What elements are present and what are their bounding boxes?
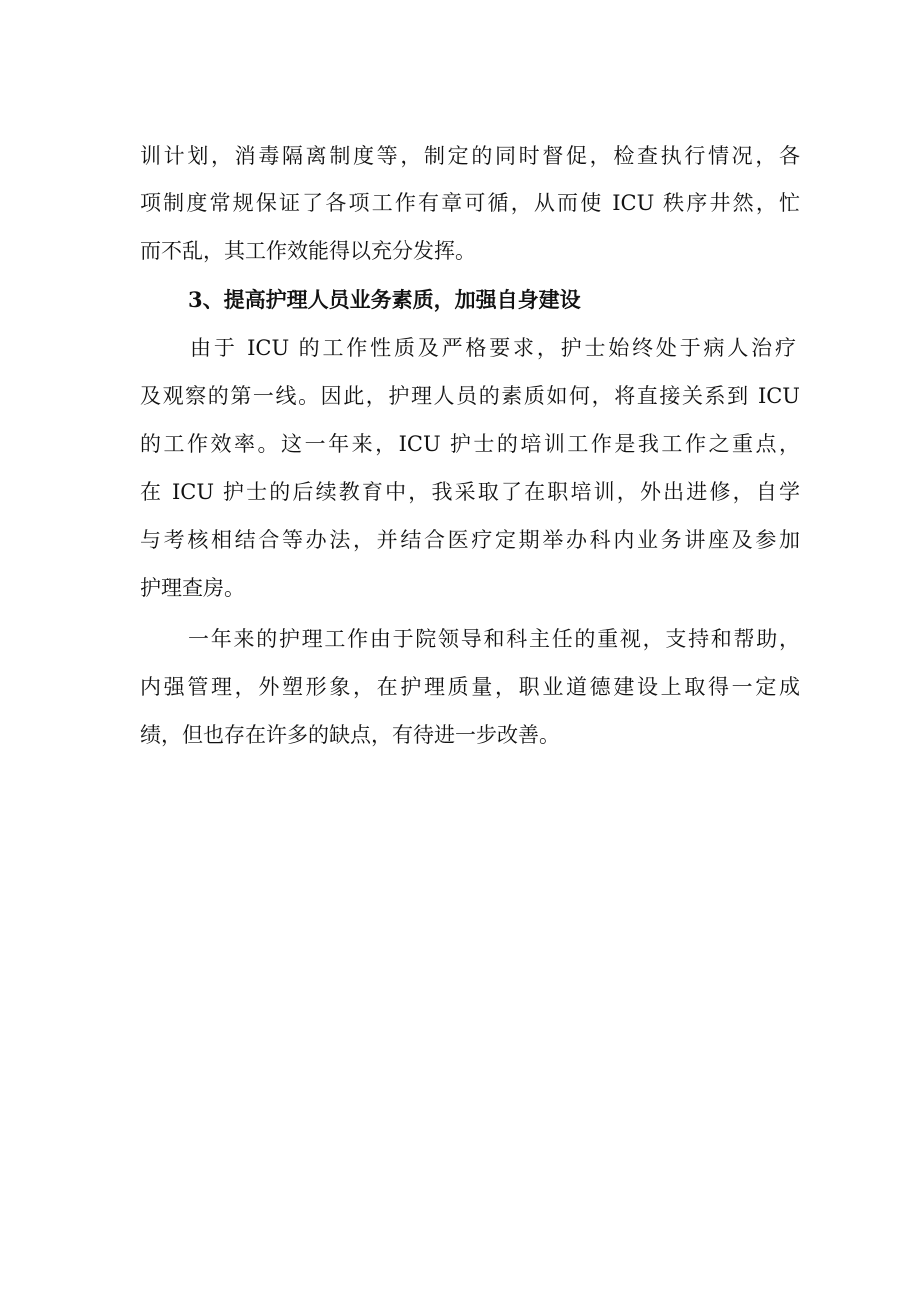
- paragraph-2-line-2: 及观察的第一线。因此，护理人员的素质如何，将直接关系到 ICU: [140, 384, 800, 408]
- paragraph-2-line-6: 护理查房。: [140, 576, 245, 600]
- paragraph-3-line-2: 内强管理，外塑形象，在护理质量，职业道德建设上取得一定成: [140, 675, 800, 699]
- paragraph-1-line-3: 而不乱，其工作效能得以充分发挥。: [140, 239, 476, 263]
- paragraph-2-line-3: 的工作效率。这一年来，ICU 护士的培训工作是我工作之重点，: [140, 432, 800, 456]
- paragraph-3-line-3: 绩，但也存在许多的缺点，有待进一步改善。: [140, 723, 560, 747]
- section-heading: 3、提高护理人员业务素质，加强自身建设: [188, 287, 581, 312]
- paragraph-2-line-1: 由于 ICU 的工作性质及严格要求，护士始终处于病人治疗: [190, 336, 796, 360]
- paragraph-1-line-1: 训计划，消毒隔离制度等，制定的同时督促，检查执行情况，各: [140, 144, 800, 168]
- paragraph-2-line-4: 在 ICU 护士的后续教育中，我采取了在职培训，外出进修，自学: [140, 480, 800, 504]
- paragraph-2-line-5: 与考核相结合等办法，并结合医疗定期举办科内业务讲座及参加: [140, 528, 800, 552]
- paragraph-1-line-2: 项制度常规保证了各项工作有章可循，从而使 ICU 秩序井然，忙: [140, 191, 800, 215]
- paragraph-3-line-1: 一年来的护理工作由于院领导和科主任的重视，支持和帮助，: [188, 627, 800, 651]
